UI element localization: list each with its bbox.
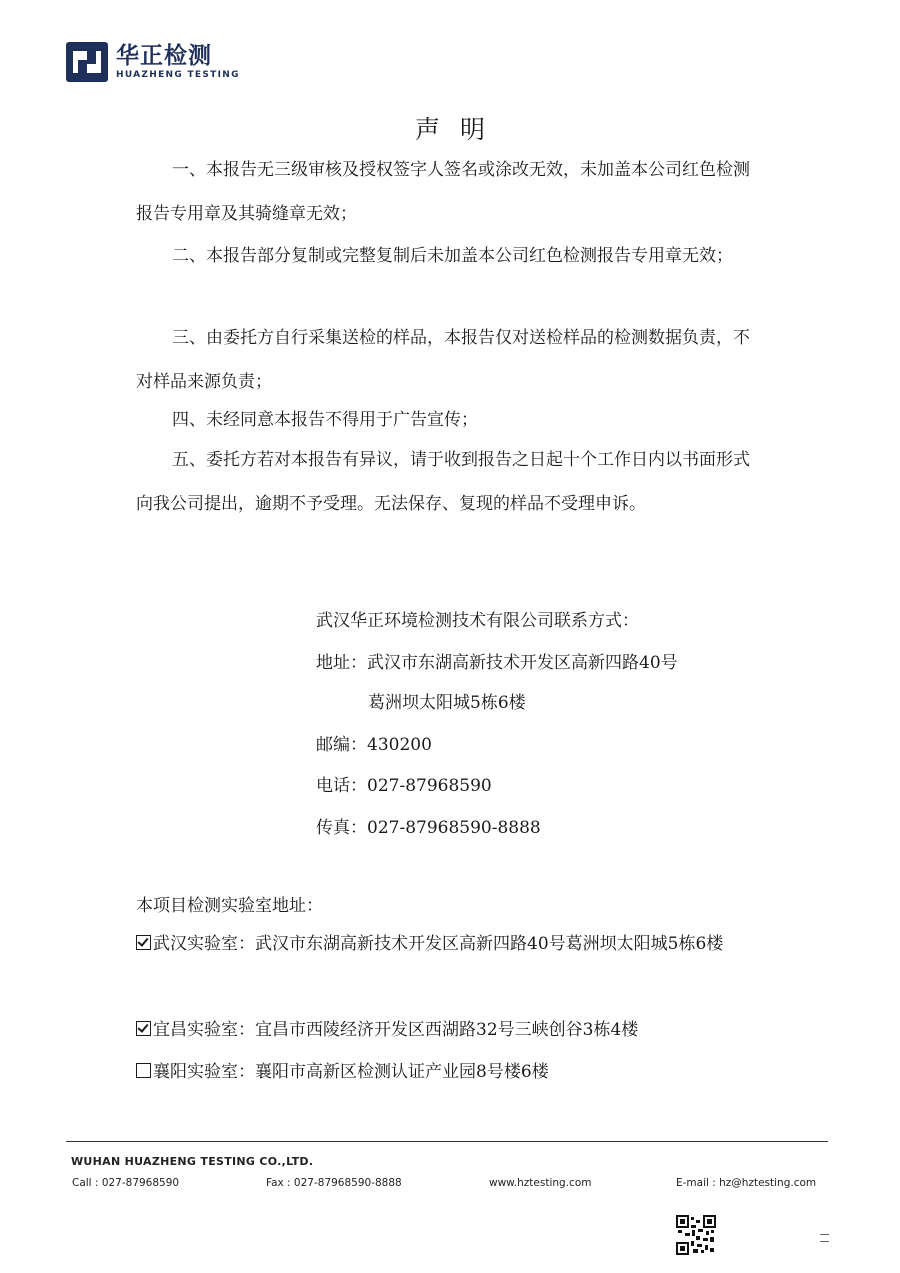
footer-company: WUHAN HUAZHENG TESTING CO.,LTD. — [71, 1155, 314, 1168]
footer-call: Call : 027-87968590 — [72, 1177, 180, 1189]
contact-postcode — [316, 730, 432, 755]
postcode-label: 邮编： — [316, 735, 367, 755]
huazheng-logo-icon — [66, 42, 108, 82]
footer-fax: Fax : 027-87968590-8888 — [266, 1177, 402, 1189]
address-line-2: 葛洲坝太阳城5栋6楼 — [368, 693, 526, 713]
postcode-value: 430200 — [367, 735, 432, 755]
lab-item-wuhan — [136, 924, 766, 964]
contact-heading: 武汉华正环境检测技术有限公司联系方式： — [316, 611, 639, 631]
statement-5: 五、委托方若对本报告有异议，请于收到报告之日起十个工作日内以书面形式向我公司提出，逾期不予受理。无法保存、复现的样品不受理申诉。 — [136, 450, 750, 514]
footer-email: E-mail : hz@hztesting.com — [676, 1177, 817, 1189]
company-logo — [66, 42, 240, 84]
statement-2: 二、本报告部分复制或完整复制后未加盖本公司红色检测报告专用章无效； — [172, 246, 733, 266]
fax-label: 传真： — [316, 818, 367, 838]
qr-code-icon — [676, 1215, 716, 1255]
lab-item-yichang — [136, 1015, 638, 1040]
lab-text-xiangyang: 襄阳实验室：襄阳市高新区检测认证产业园8号楼6楼 — [153, 1062, 549, 1082]
statement-3: 三、由委托方自行采集送检的样品，本报告仅对送检样品的检测数据负责，不对样品来源负责； — [136, 328, 750, 392]
lab-item-xiangyang — [136, 1057, 549, 1082]
footer-website: www.hztesting.com — [489, 1177, 592, 1189]
contact-address — [316, 648, 678, 673]
statement-4: 四、未经同意本报告不得用于广告宣传； — [172, 410, 478, 430]
logo-english-name: HUAZHENG TESTING — [116, 70, 240, 80]
checkbox-checked-icon — [136, 935, 151, 950]
footer-divider — [66, 1141, 828, 1142]
contact-fax — [316, 813, 541, 838]
page-title: 声明 — [414, 115, 505, 144]
checkbox-checked-icon — [136, 1021, 151, 1036]
lab-text-yichang: 宜昌实验室：宜昌市西陵经济开发区西湖路32号三峡创谷3栋4楼 — [153, 1020, 639, 1040]
phone-label: 电话： — [316, 776, 367, 796]
address-label: 地址： — [316, 653, 367, 673]
logo-chinese-name: 华正检测 — [116, 43, 212, 69]
lab-text-wuhan: 武汉实验室：武汉市东湖高新技术开发区高新四路40号葛洲坝太阳城5栋6楼 — [153, 934, 724, 954]
equals-mark-icon — [820, 1234, 829, 1242]
address-line-1: 武汉市东湖高新技术开发区高新四路40号 — [367, 653, 678, 673]
statement-1: 一、本报告无三级审核及授权签字人签名或涂改无效，未加盖本公司红色检测报告专用章及其骑缝章无效； — [136, 160, 750, 224]
contact-phone — [316, 771, 492, 796]
labs-heading: 本项目检测实验室地址： — [136, 896, 323, 916]
checkbox-unchecked-icon — [136, 1063, 151, 1078]
phone-value: 027-87968590 — [367, 776, 492, 796]
fax-value: 027-87968590-8888 — [367, 818, 541, 838]
